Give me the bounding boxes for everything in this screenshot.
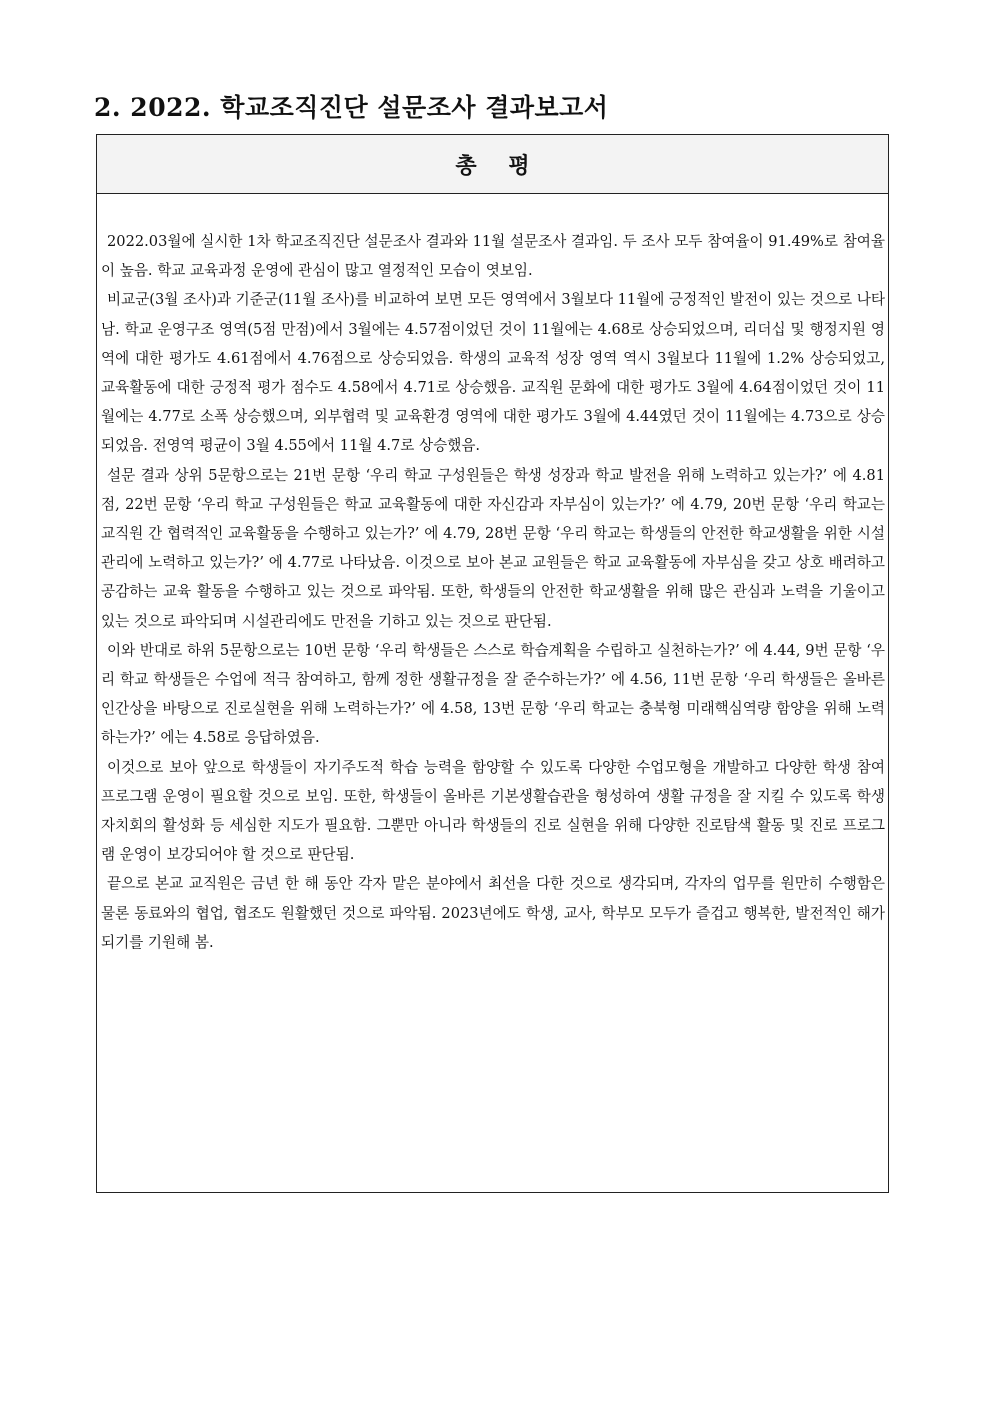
summary-paragraph-implications: 이것으로 보아 앞으로 학생들이 자기주도적 학습 능력을 함양할 수 있도록 다양한 수업모형을 개발하고 다양한 학생 참여 프로그램 운영이 필요할 것으로 보임. 또한, 학생들이 올바른 기본생활습관을 형성하여 생활 규정을 잘 지킬 수 있도록 학생자치회의 활성화 등 세심한 지도가 필요함. 그뿐만 아니라 학생들의 진로 실현을 위해 다양한 진로탐색 활동 및 진로 프로그램 운영이 보강되어야 할 것으로 판단됨. — [101, 758, 885, 864]
summary-paragraph-participation: 2022.03월에 실시한 1차 학교조직진단 설문조사 결과와 11월 설문조사 결과임. 두 조사 모두 참여율이 91.49%로 참여율이 높음. 학교 교육과정 운영에 관심이 많고 열정적인 모습이 엿보임. — [101, 233, 885, 280]
summary-table — [96, 134, 889, 1193]
summary-paragraph-comparison: 비교군(3월 조사)과 기준군(11월 조사)를 비교하여 보면 모든 영역에서 3월보다 11월에 긍정적인 발전이 있는 것으로 나타남. 학교 운영구조 영역(5점 만점)에서 3월에는 4.57점이었던 것이 11월에는 4.68로 상승되었으며, 리더십 및 행정지원 영역에 대한 평가도 4.61점에서 4.76점으로 상승되었음. 학생의 교육적 성장 영역 역시 3월보다 11월에 1.2% 상승되었고, 교육활동에 대한 긍정적 평가 점수도 4.58에서 4.71로 상승했음. 교직원 문화에 대한 평가도 3월에 4.64점이었던 것이 11월에는 4.77로 소폭 상승했으며, 외부협력 및 교육환경 영역에 대한 평가도 3월에 4.44였던 것이 11월에는 4.73으로 상승되었음. 전영역 평균이 3월 4.55에서 11월 4.7로 상승했음. — [101, 291, 885, 455]
document-title: 2. 2022. 학교조직진단 설문조사 결과보고서 — [94, 93, 609, 122]
summary-paragraph-closing: 끝으로 본교 교직원은 금년 한 해 동안 각자 맡은 분야에서 최선을 다한 것으로 생각되며, 각자의 업무를 원만히 수행함은 물론 동료와의 협업, 협조도 원활했던 것으로 파악됨. 2023년에도 학생, 교사, 학부모 모두가 즐겁고 행복한, 발전적인 해가 되기를 기원해 봄. — [101, 875, 885, 951]
summary-header: 총 평 — [97, 135, 888, 194]
summary-paragraph-top-items: 설문 결과 상위 5문항으로는 21번 문항 ‘우리 학교 구성원들은 학생 성장과 학교 발전을 위해 노력하고 있는가?’ 에 4.81점, 22번 문항 ‘우리 학교 구성원들은 학교 교육활동에 대한 자신감과 자부심이 있는가?’ 에 4.79, 20번 문항 ‘우리 학교는 교직원 간 협력적인 교육활동을 수행하고 있는가?’ 에 4.79, 28번 문항 ‘우리 학교는 학생들의 안전한 학교생활을 위한 시설 관리에 노력하고 있는가?’ 에 4.77로 나타났음. 이것으로 보아 본교 교원들은 학교 교육활동에 자부심을 갖고 상호 배려하고 공감하는 교육 활동을 수행하고 있는 것으로 파악됨. 또한, 학생들의 안전한 학교생활을 위해 많은 관심과 노력을 기울이고 있는 것으로 파악되며 시설관리에도 만전을 기하고 있는 것으로 판단됨. — [101, 466, 885, 630]
summary-body — [97, 194, 888, 957]
summary-paragraph-bottom-items: 이와 반대로 하위 5문항으로는 10번 문항 ‘우리 학생들은 스스로 학습계획을 수립하고 실천하는가?’ 에 4.44, 9번 문항 ‘우리 학교 학생들은 수업에 적극 참여하고, 함께 정한 생활규정을 잘 준수하는가?’ 에 4.56, 11번 문항 ‘우리 학생들은 올바른 인간상을 바탕으로 진로실현을 위해 노력하는가?’ 에 4.58, 13번 문항 ‘우리 학교는 충북형 미래핵심역량 함양을 위해 노력하는가?’ 에는 4.58로 응답하였음. — [101, 641, 885, 747]
